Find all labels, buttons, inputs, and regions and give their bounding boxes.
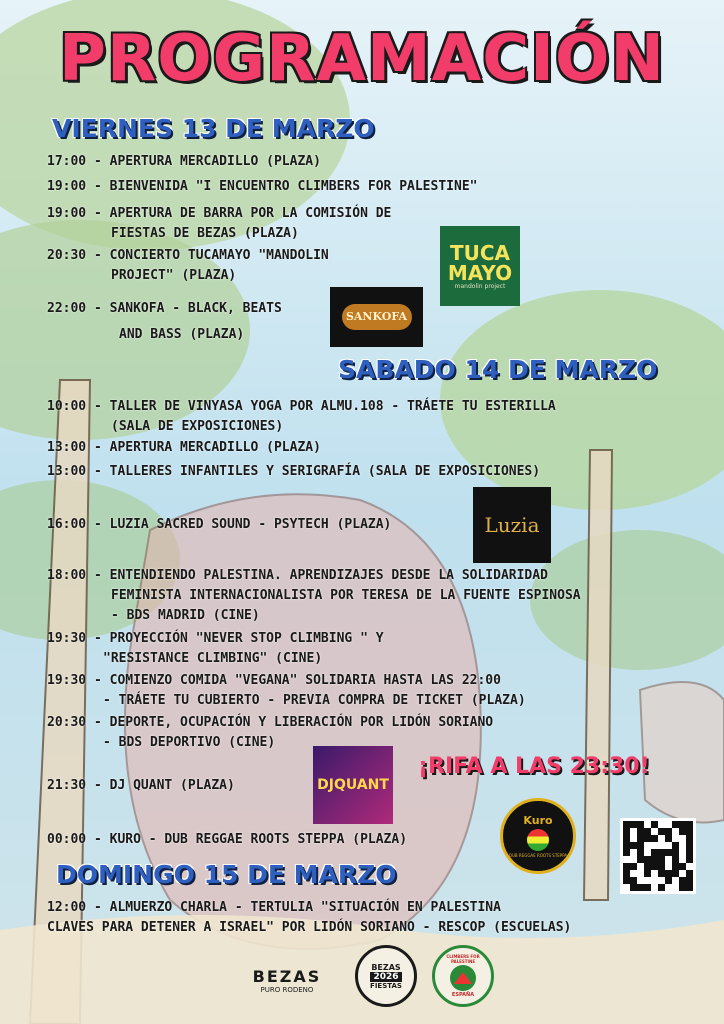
logo-text: Luzia: [484, 513, 540, 537]
sunday-heading: DOMINGO 15 DE MARZO: [56, 860, 397, 889]
event-text: 00:00 - KURO - DUB REGGAE ROOTS STEPPA (PLAZA): [47, 832, 408, 847]
event-text-cont: (SALA DE EXPOSICIONES): [111, 419, 284, 434]
saturday-event-7: [47, 671, 526, 711]
event-text: 18:00 - ENTENDIENDO PALESTINA. APRENDIZAJES DESDE LA SOLIDARIDAD: [47, 568, 548, 583]
logo-text: PURO RODENO: [260, 985, 314, 994]
logo-text: BEZAS: [252, 966, 322, 986]
poster-title: PROGRAMACIÓN: [59, 22, 665, 96]
event-text: 21:30 - DJ QUANT (PLAZA): [47, 778, 235, 793]
logo-text: ESPAÑA: [451, 992, 475, 998]
climbers-for-palestine-logo: [432, 945, 494, 1007]
logo-text: DJQUANT: [317, 777, 389, 793]
saturday-heading: SABADO 14 DE MARZO: [338, 355, 658, 384]
event-text-cont: CLAVES PARA DETENER A ISRAEL" POR LIDÓN SORIANO - RESCOP (ESCUELAS): [47, 920, 572, 935]
logo-text: CLIMBERS FOR PALESTINE: [446, 954, 480, 964]
friday-event-1: [47, 152, 321, 172]
saturday-event-8: [47, 713, 493, 753]
logo-text: MAYO: [447, 260, 513, 285]
event-text: 10:00 - TALLER DE VINYASA YOGA POR ALMU.108 - TRÁETE TU ESTERILLA: [47, 399, 556, 414]
saturday-event-10: [47, 830, 407, 850]
event-text: 19:30 - PROYECCIÓN "NEVER STOP CLIMBING " Y: [47, 631, 384, 646]
event-text-cont: FEMINISTA INTERNACIONALISTA POR TERESA DE LA FUENTE ESPINOSA: [111, 588, 581, 603]
event-text: 12:00 - ALMUERZO CHARLA - TERTULIA "SITUACIÓN EN PALESTINA: [47, 900, 501, 915]
friday-event-5: [47, 296, 282, 348]
logo-text: TUCA: [449, 240, 511, 265]
logo-text: FIESTAS: [370, 981, 402, 990]
event-text-cont: FIESTAS DE BEZAS (PLAZA): [111, 226, 299, 241]
event-text-cont: - TRÁETE TU CUBIERTO - PREVIA COMPRA DE TICKET (PLAZA): [103, 693, 526, 708]
logo-text: Kuro: [523, 814, 553, 827]
event-text: 13:00 - APERTURA MERCADILLO (PLAZA): [47, 440, 321, 455]
event-text-cont: - BDS MADRID (CINE): [111, 608, 260, 623]
saturday-event-6: [47, 629, 384, 669]
event-text: 19:00 - BIENVENIDA "I ENCUENTRO CLIMBERS FOR PALESTINE": [47, 179, 478, 194]
logo-text: BEZAS: [371, 962, 401, 972]
fiestas-bezas-logo: [355, 945, 417, 1007]
friday-event-2: [47, 177, 477, 197]
logo-text: mandolin project: [454, 282, 506, 290]
event-text: 19:00 - APERTURA DE BARRA POR LA COMISIÓN DE: [47, 206, 392, 221]
event-text: 22:00 - SANKOFA - BLACK, BEATS: [47, 301, 282, 316]
logo-text: DUB REGGAE ROOTS STEPPA: [508, 853, 568, 858]
logo-text: 2026: [370, 972, 401, 982]
kuro-emblem-icon: [527, 829, 549, 851]
djquant-logo: [313, 746, 393, 824]
sunday-event-1: [47, 898, 571, 938]
mountain-icon: [450, 965, 476, 991]
event-text: 20:30 - DEPORTE, OCUPACIÓN Y LIBERACIÓN POR LIDÓN SORIANO: [47, 715, 494, 730]
saturday-event-5: [47, 566, 581, 626]
event-text: 20:30 - CONCIERTO TUCAMAYO "MANDOLIN: [47, 248, 329, 263]
event-text-cont: "RESISTANCE CLIMBING" (CINE): [103, 651, 323, 666]
bezas-logo: [232, 960, 342, 1000]
saturday-event-1: [47, 397, 556, 437]
event-text-cont: - BDS DEPORTIVO (CINE): [103, 735, 276, 750]
event-text-cont: AND BASS (PLAZA): [119, 327, 245, 342]
friday-heading: VIERNES 13 DE MARZO: [52, 114, 375, 143]
friday-event-4: [47, 246, 329, 286]
event-text: 13:00 - TALLERES INFANTILES Y SERIGRAFÍA (SALA DE EXPOSICIONES): [47, 464, 541, 479]
friday-event-3: [47, 204, 391, 244]
saturday-event-2: [47, 438, 321, 458]
event-text: 19:30 - COMIENZO COMIDA "VEGANA" SOLIDARIA HASTA LAS 22:00: [47, 673, 501, 688]
luzia-logo: [473, 487, 551, 563]
sankofa-logo: [330, 287, 423, 347]
raffle-announcement: ¡RIFA A LAS 23:30!: [418, 754, 650, 779]
kuro-logo: [500, 798, 576, 874]
qr-code-icon[interactable]: [620, 818, 696, 894]
saturday-event-4: [47, 515, 391, 535]
event-text: 17:00 - APERTURA MERCADILLO (PLAZA): [47, 154, 321, 169]
tucamayo-logo: [440, 226, 520, 306]
logo-text: SANKOFA: [342, 304, 412, 330]
saturday-event-3: [47, 462, 540, 482]
event-text-cont: PROJECT" (PLAZA): [111, 268, 237, 283]
event-text: 16:00 - LUZIA SACRED SOUND - PSYTECH (PLAZA): [47, 517, 392, 532]
saturday-event-9: [47, 776, 235, 796]
